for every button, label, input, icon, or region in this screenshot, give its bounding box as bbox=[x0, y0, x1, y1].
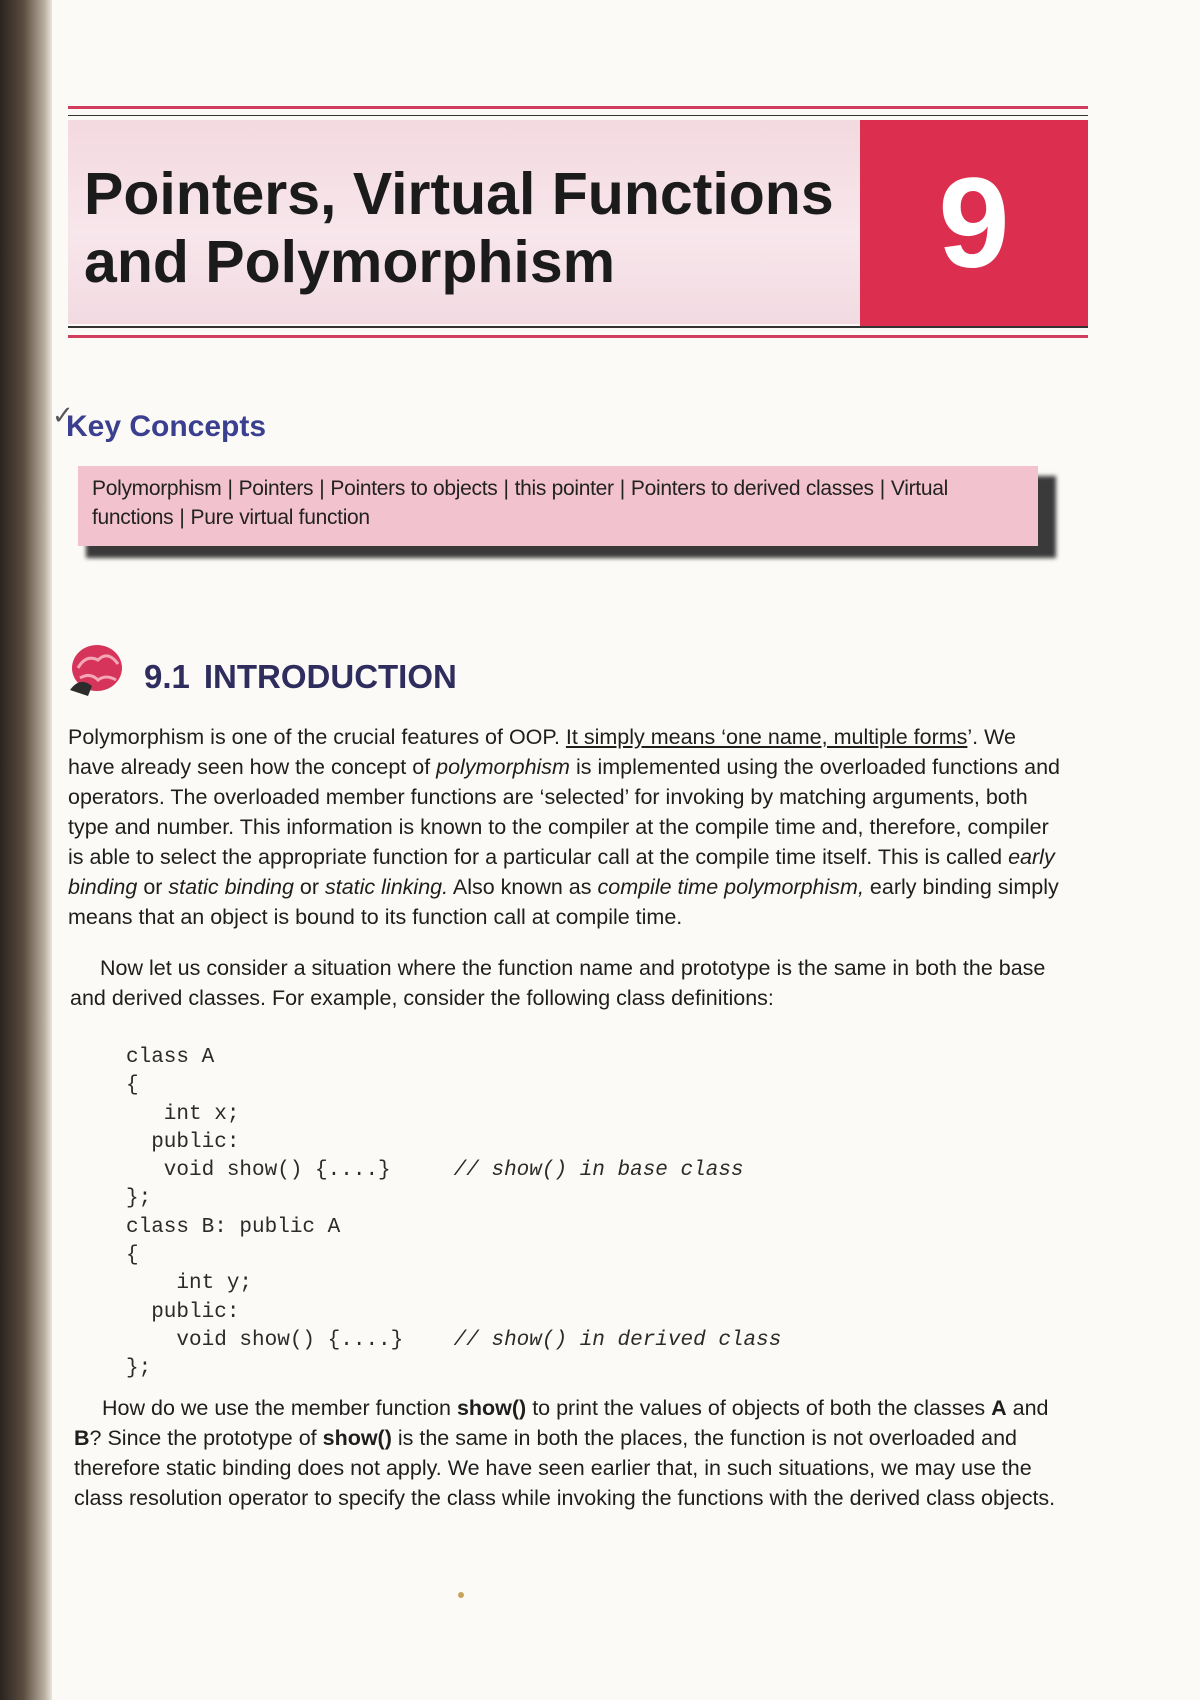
chapter-title-line2: and Polymorphism bbox=[84, 229, 616, 295]
text-run: early binding simply means that an object is bound to its function call at compile time. bbox=[68, 875, 1059, 929]
checkmark-icon: ✓ bbox=[52, 400, 74, 430]
key-concept-item: Polymorphism bbox=[92, 477, 222, 500]
code-line: public: bbox=[126, 1130, 240, 1154]
key-concepts-box bbox=[78, 466, 1038, 546]
key-concept-item: Pointers to objects bbox=[330, 477, 498, 500]
text-run: to print the values of objects of both the classes bbox=[526, 1396, 992, 1420]
code-line: }; bbox=[126, 1187, 152, 1211]
key-concept-separator: | bbox=[227, 477, 233, 500]
code-line: class A bbox=[126, 1046, 215, 1069]
underlined-text: It simply means ‘one name, multiple forms bbox=[565, 725, 968, 749]
text-run: or bbox=[293, 875, 325, 899]
bold-text: show() bbox=[456, 1396, 527, 1420]
key-concept-item: this pointer bbox=[514, 477, 614, 500]
book-spine bbox=[0, 0, 52, 1700]
text-run: is the same in both the places, the function is not overloaded and therefore static binding does not apply. We have seen earlier that, in such situations, we may use the class resolution operator to specify the class while invoking the functions with the derived class objects. bbox=[74, 1426, 1056, 1510]
key-concept-separator: | bbox=[319, 477, 325, 500]
code-line: class B: public A bbox=[126, 1215, 341, 1239]
text-run: ? Since the prototype of bbox=[89, 1426, 323, 1450]
key-concept-separator: | bbox=[503, 477, 509, 500]
banner-top-rule bbox=[68, 106, 1088, 116]
key-concept-separator: | bbox=[619, 477, 625, 500]
code-line: void show() {....} bbox=[126, 1159, 391, 1183]
page-mark bbox=[458, 1592, 464, 1598]
key-concept-item: Pure virtual function bbox=[190, 506, 370, 529]
section-number: 9.1 bbox=[144, 658, 190, 695]
text-run: or bbox=[137, 875, 169, 899]
italic-text: early binding bbox=[68, 845, 1055, 899]
paragraph-question bbox=[74, 1393, 1074, 1513]
bold-text: B bbox=[74, 1426, 90, 1450]
text-run: How do we use the member function bbox=[102, 1396, 457, 1420]
italic-text: static linking. bbox=[325, 875, 449, 899]
code-block bbox=[126, 1044, 781, 1384]
key-concept-separator: | bbox=[179, 506, 185, 529]
paragraph-intro bbox=[68, 722, 1068, 932]
text-run: ’. We have already seen how the concept of bbox=[68, 725, 1016, 779]
banner-bottom-rule bbox=[68, 326, 1088, 338]
text-run: Polymorphism is one of the crucial features of OOP. bbox=[68, 725, 566, 749]
code-comment: // show() in base class bbox=[453, 1159, 744, 1183]
chapter-title bbox=[84, 160, 874, 296]
page bbox=[52, 0, 1200, 1700]
paragraph-situation: Now let us consider a situation where the function name and prototype is the same in both the base and derived classes. For example, consider the following class definitions: bbox=[70, 956, 1046, 1010]
code-line: }; bbox=[126, 1357, 152, 1381]
text-run: and bbox=[1006, 1396, 1049, 1420]
section-title: INTRODUCTION bbox=[203, 658, 457, 695]
code-line: { bbox=[126, 1244, 139, 1268]
italic-text: static binding bbox=[168, 875, 294, 899]
bold-text: show() bbox=[322, 1426, 392, 1450]
code-line: public: bbox=[126, 1300, 240, 1324]
key-concept-separator: | bbox=[879, 477, 885, 500]
brain-icon bbox=[64, 638, 126, 700]
key-concept-item: Pointers to derived classes bbox=[630, 477, 874, 500]
text-run: Also known as bbox=[448, 875, 598, 899]
italic-text: polymorphism bbox=[436, 755, 570, 779]
key-concept-item: Pointers bbox=[238, 477, 314, 500]
code-line: { bbox=[126, 1074, 139, 1098]
italic-text: compile time polymorphism, bbox=[597, 875, 864, 899]
text-run: is implemented using the overloaded functions and operators. The overloaded member functions are ‘selected’ for invoking by matching arguments, both type and number. This information is known to the compiler at the compile time and, therefore, compiler is able to select the appropriate function for a particular call at the compile time itself. This is called bbox=[68, 755, 1060, 869]
chapter-number: 9 bbox=[938, 151, 1010, 295]
section-heading bbox=[144, 658, 457, 696]
bold-text: A bbox=[991, 1396, 1007, 1420]
chapter-title-line1: Pointers, Virtual Functions bbox=[84, 161, 834, 227]
code-comment: // show() in derived class bbox=[453, 1328, 782, 1352]
code-line: void show() {....} bbox=[126, 1328, 404, 1352]
key-concepts-heading: Key Concepts bbox=[66, 410, 267, 443]
code-line: int x; bbox=[126, 1102, 240, 1126]
code-line: int y; bbox=[126, 1272, 253, 1296]
key-concept-item: Virtual functions bbox=[92, 477, 948, 529]
